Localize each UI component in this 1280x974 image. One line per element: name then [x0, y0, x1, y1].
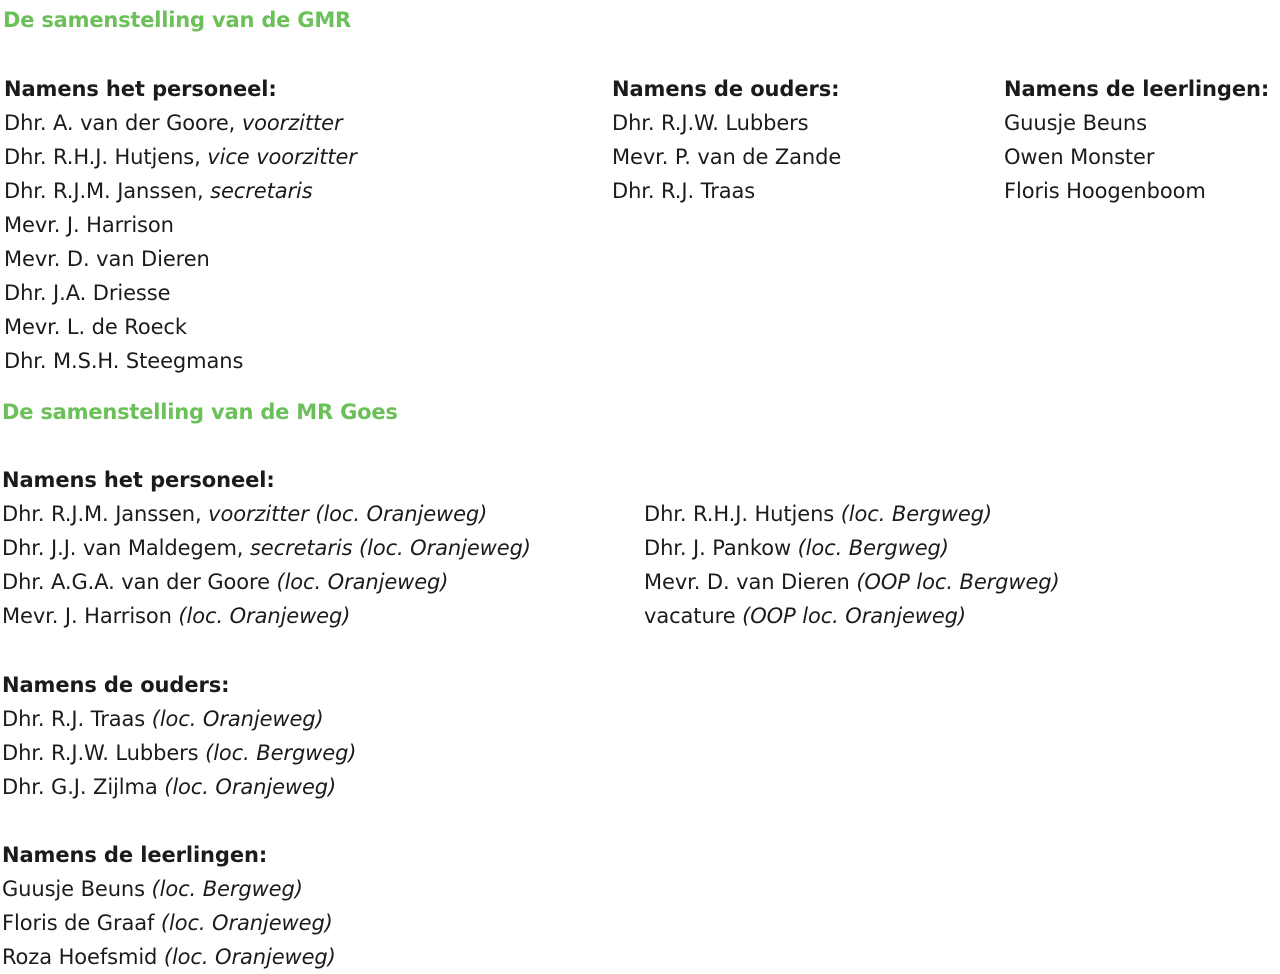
member-name: Dhr. R.J.M. Janssen, [2, 502, 202, 526]
member-name: Dhr. R.H.J. Hutjens, [4, 145, 201, 169]
mr-personeel-heading: Namens het personeel: [2, 468, 275, 492]
mr-ouders-member [2, 770, 356, 804]
gmr-personeel-heading: Namens het personeel: [4, 77, 277, 101]
gmr-ouders-heading: Namens de ouders: [612, 77, 840, 101]
member-note: (loc. Oranjeweg) [145, 707, 324, 731]
member-role: secretaris [203, 179, 313, 203]
member-note: (loc. Bergweg) [834, 502, 992, 526]
gmr-personeel-column [4, 72, 357, 378]
gmr-personeel-member [4, 344, 357, 378]
member-name: Dhr. J.A. Driesse [4, 281, 171, 305]
member-name: Dhr. R.J.W. Lubbers [2, 741, 199, 765]
mr-personeel-member [644, 531, 1060, 565]
member-name: Mevr. J. Harrison [4, 213, 174, 237]
member-note: voorzitter (loc. Oranjeweg) [201, 502, 488, 526]
member-note: (loc. Oranjeweg) [154, 911, 333, 935]
mr-section-title: De samenstelling van de MR Goes [2, 400, 398, 424]
mr-personeel-member [2, 565, 531, 599]
gmr-personeel-member [4, 208, 357, 242]
gmr-leerlingen-member: Guusje Beuns [1004, 111, 1147, 135]
mr-personeel-member [2, 497, 531, 531]
member-note: secretaris (loc. Oranjeweg) [243, 536, 531, 560]
mr-ouders-member [2, 702, 356, 736]
gmr-personeel-member [4, 106, 357, 140]
member-name: Mevr. D. van Dieren [644, 570, 850, 594]
mr-ouders-column [2, 668, 356, 804]
gmr-personeel-member [4, 242, 357, 276]
member-name: Roza Hoefsmid [2, 945, 158, 969]
member-name: Dhr. A. van der Goore, [4, 111, 236, 135]
mr-leerlingen-member [2, 940, 336, 974]
member-note: (OOP loc. Oranjeweg) [735, 604, 967, 628]
gmr-ouders-member: Mevr. P. van de Zande [612, 145, 842, 169]
member-note: (loc. Oranjeweg) [157, 945, 336, 969]
member-role: vice voorzitter [200, 145, 357, 169]
gmr-leerlingen-heading: Namens de leerlingen: [1004, 77, 1270, 101]
mr-personeel-member [2, 599, 531, 633]
member-name: Dhr. A.G.A. van der Goore [2, 570, 270, 594]
member-name: Mevr. J. Harrison [2, 604, 172, 628]
mr-personeel-column-left [2, 463, 531, 633]
mr-leerlingen-member [2, 872, 336, 906]
member-role: voorzitter [235, 111, 343, 135]
mr-personeel-member [644, 565, 1060, 599]
mr-leerlingen-column [2, 838, 336, 974]
member-name: Dhr. J. Pankow [644, 536, 792, 560]
gmr-ouders-member: Dhr. R.J. Traas [612, 179, 756, 203]
mr-personeel-member [2, 531, 531, 565]
gmr-section-title: De samenstelling van de GMR [3, 8, 352, 32]
member-note: (OOP loc. Bergweg) [849, 570, 1060, 594]
member-note: (loc. Oranjeweg) [157, 775, 337, 799]
mr-personeel-column-right [644, 497, 1060, 633]
member-note: (loc. Oranjeweg) [171, 604, 351, 628]
member-note: (loc. Bergweg) [144, 877, 303, 901]
member-note: (loc. Bergweg) [791, 536, 949, 560]
mr-personeel-member [644, 599, 1060, 633]
gmr-personeel-member [4, 276, 357, 310]
mr-personeel-member [644, 497, 1060, 531]
mr-leerlingen-member [2, 906, 336, 940]
member-note: (loc. Bergweg) [198, 741, 357, 765]
member-note: (loc. Oranjeweg) [269, 570, 449, 594]
member-name: Dhr. M.S.H. Steegmans [4, 349, 244, 373]
member-name: vacature [644, 604, 736, 628]
member-name: Dhr. R.H.J. Hutjens [644, 502, 835, 526]
member-name: Dhr. J.J. van Maldegem, [2, 536, 244, 560]
mr-leerlingen-heading: Namens de leerlingen: [2, 843, 268, 867]
member-name: Dhr. R.J.M. Janssen, [4, 179, 204, 203]
member-name: Mevr. L. de Roeck [4, 315, 187, 339]
gmr-ouders-member: Dhr. R.J.W. Lubbers [612, 111, 809, 135]
gmr-personeel-member [4, 140, 357, 174]
gmr-personeel-member [4, 174, 357, 208]
member-name: Guusje Beuns [2, 877, 145, 901]
member-name: Mevr. D. van Dieren [4, 247, 210, 271]
member-name: Dhr. G.J. Zijlma [2, 775, 158, 799]
mr-ouders-heading: Namens de ouders: [2, 673, 230, 697]
gmr-ouders-column [612, 72, 841, 208]
member-name: Dhr. R.J. Traas [2, 707, 146, 731]
gmr-personeel-member [4, 310, 357, 344]
gmr-leerlingen-member: Owen Monster [1004, 145, 1155, 169]
mr-ouders-member [2, 736, 356, 770]
member-name: Floris de Graaf [2, 911, 155, 935]
gmr-leerlingen-column [1004, 72, 1269, 208]
gmr-leerlingen-member: Floris Hoogenboom [1004, 179, 1206, 203]
